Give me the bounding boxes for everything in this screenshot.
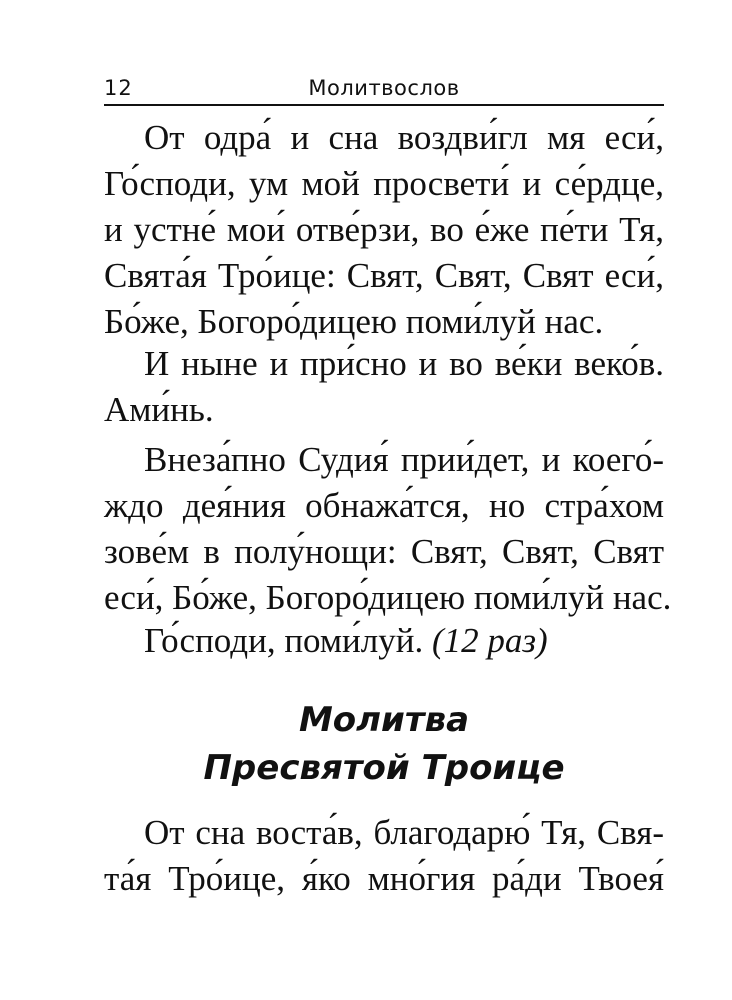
page-number: 12 (104, 76, 133, 100)
paragraph-2 (104, 341, 664, 433)
text-line: ждо дея́ния обнажа́тся, но стра́хом (104, 486, 664, 525)
heading-line-2: Пресвятой Троице (203, 748, 565, 788)
text-line: та́я Тро́ице, я́ко мно́гия ра́ди Твоея́ (104, 859, 664, 898)
paragraph-5 (104, 810, 664, 902)
prayer-text: Го́споди, поми́луй. (144, 621, 424, 660)
paragraph-3 (104, 437, 672, 621)
running-head (104, 72, 664, 102)
paragraph-1 (104, 115, 664, 345)
text-line: еси́, Бо́же, Богоро́дицею поми́луй нас. (104, 578, 672, 617)
text-line: Го́споди, ум мой просвети́ и се́рдце, (104, 164, 664, 203)
section-heading (104, 696, 664, 792)
text-line: Бо́же, Богоро́дицею поми́луй нас. (104, 302, 604, 341)
text-line: И ныне и при́сно и во ве́ки веко́в. (144, 344, 664, 383)
text-line: Ами́нь. (104, 390, 214, 429)
heading-line-1: Молитва (298, 700, 470, 740)
header-rule (104, 104, 664, 106)
text-line: От сна воста́в, благодарю́ Тя, Свя- (144, 813, 664, 852)
paragraph-4 (104, 618, 664, 664)
text-line: зове́м в полу́нощи: Свят, Свят, Свят (104, 532, 664, 571)
text-line: Внеза́пно Судия́ прии́дет, и коего́- (144, 440, 664, 479)
text-line: Свята́я Тро́ице: Свят, Свят, Свят еси́, (104, 256, 664, 295)
text-line: От одра́ и сна воздви́гл мя еси́, (144, 118, 664, 157)
text-line (104, 618, 664, 664)
rubric-note: (12 раз) (431, 621, 548, 660)
book-title: Молитвослов (308, 76, 460, 100)
text-line: и устне́ мои́ отве́рзи, во е́же пе́ти Тя, (104, 210, 664, 249)
